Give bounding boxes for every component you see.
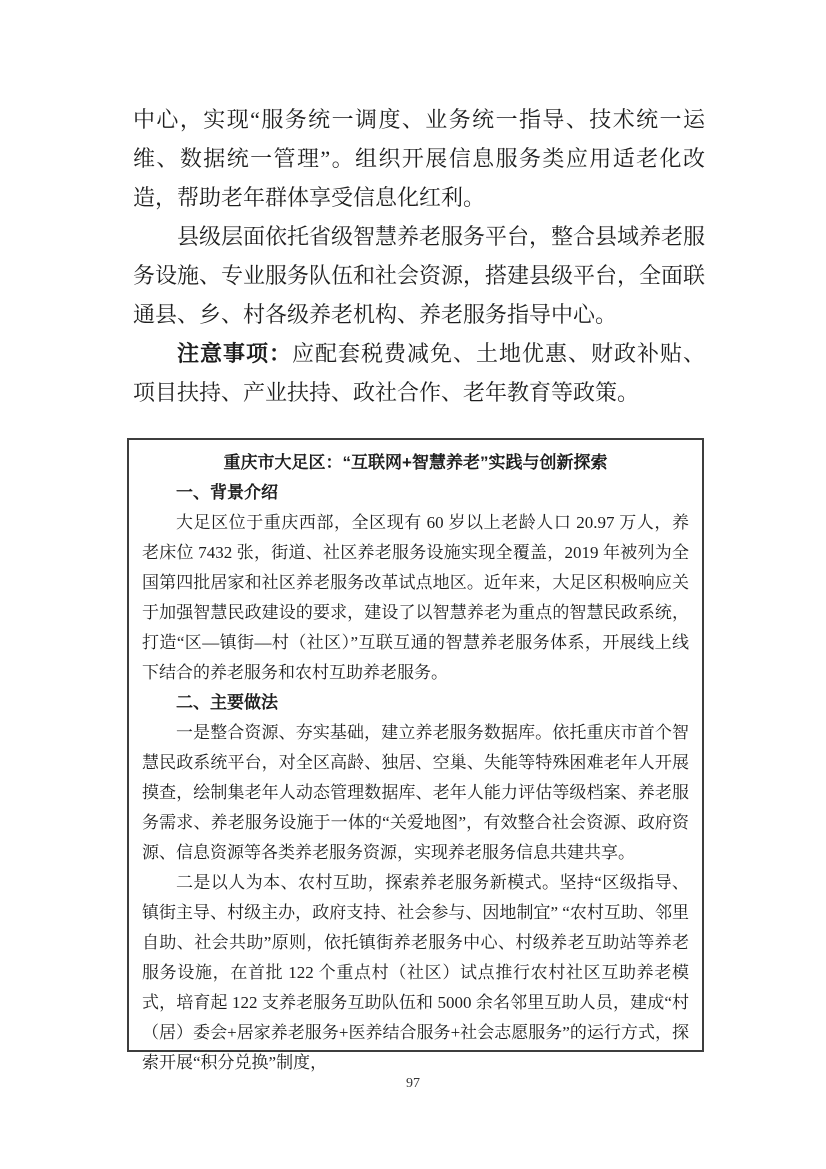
background-paragraph: 大足区位于重庆西部，全区现有 60 岁以上老龄人口 20.97 万人，养老床位 7432 张，街道、社区养老服务设施实现全覆盖，2019 年被列为全国第四批居家和社区养老服务改革试点地区。近年来，大足区积极响应关于加强智慧民政建设的要求，建设了以智慧养老为重点的智慧民政系统，打造“区—镇街—村（社区）”互联互通的智慧养老服务体系，开展线上线下结合的养老服务和农村互助养老服务。 [142, 513, 689, 682]
paragraph-county-level: 县级层面依托省级智慧养老服务平台，整合县域养老服务设施、专业服务队伍和社会资源，搭建县级平台，全面联通县、乡、村各级养老机构、养老服务指导中心。 [133, 224, 706, 327]
case-study-box [127, 438, 704, 1072]
section-heading-practices: 二、主要做法 [176, 693, 278, 712]
section-heading-background: 一、背景介绍 [176, 483, 278, 502]
case-study-title: 重庆市大足区：“互联网+智慧养老”实践与创新探索 [223, 453, 608, 472]
body-text [133, 100, 705, 412]
page-number: 97 [406, 1076, 420, 1091]
notes-text: 应配套税费减免、土地优惠、财政补贴、项目扶持、产业扶持、政社合作、老年教育等政策。 [133, 341, 705, 405]
practices-paragraph-1: 一是整合资源、夯实基础，建立养老服务数据库。依托重庆市首个智慧民政系统平台，对全区高龄、独居、空巢、失能等特殊困难老年人开展摸查，绘制集老年人动态管理数据库、老年人能力评估等级档案、养老服务需求、养老服务设施于一体的“关爱地图”，有效整合社会资源、政府资源、信息资源等各类养老服务资源，实现养老服务信息共建共享。 [142, 723, 689, 862]
paragraph-continuation: 中心，实现“服务统一调度、业务统一指导、技术统一运维、数据统一管理”。组织开展信息服务类应用适老化改造，帮助老年群体享受信息化红利。 [133, 107, 705, 210]
paragraph-notes [133, 334, 705, 412]
practices-paragraph-2: 二是以人为本、农村互助，探索养老服务新模式。坚持“区级指导、镇街主导、村级主办，政府支持、社会参与、因地制宜” “农村互助、邻里自助、社会共助”原则，依托镇街养老服务中心、村级养老互助站等养老服务设施，在首批 122 个重点村（社区）试点推行农村社区互助养老模式，培育起 122 支养老服务互助队伍和 5000 余名邻里互助人员，建成“村（居）委会+居家养老服务+医养结合服务+社会志愿服务”的运行方式，探索开展“积分兑换”制度， [142, 873, 689, 1072]
notes-label: 注意事项： [177, 341, 292, 366]
